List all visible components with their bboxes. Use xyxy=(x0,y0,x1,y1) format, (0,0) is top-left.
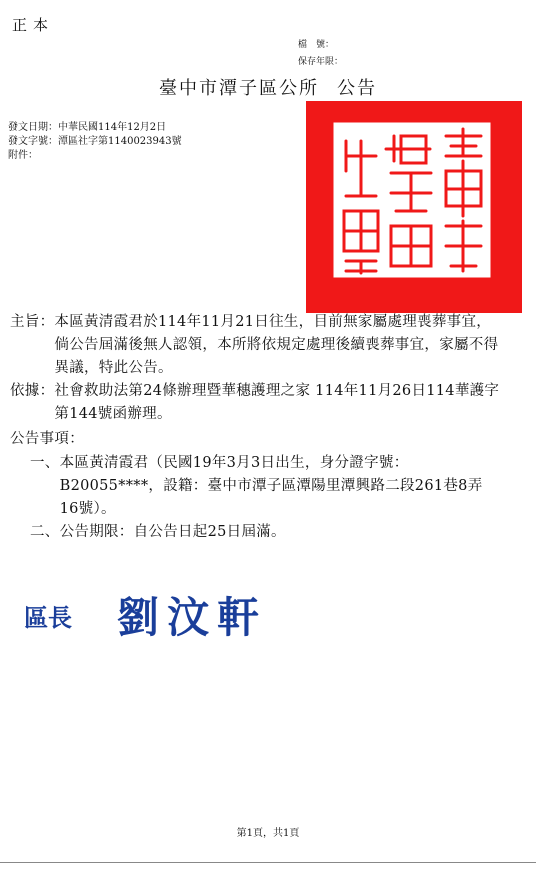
bottom-divider xyxy=(0,862,536,863)
basis-text: 社會救助法第24條辦理暨華穗護理之家 114年11月26日114華護字第144號函辦理。 xyxy=(54,383,500,422)
announcement-item xyxy=(30,521,286,544)
announcement-items-heading: 公告事項： xyxy=(10,431,84,447)
gist-label: 主旨： xyxy=(10,314,55,330)
signature-name: 劉汶軒 xyxy=(117,593,268,642)
gist-text: 本區黃清霞君於114年11月21日往生，目前無家屬處理喪葬事宜，倘公告屆滿後無人認領，本所將依規定處理後續喪葬事宜，家屬不得異議，特此公告。 xyxy=(54,314,499,376)
item-label: 二、 xyxy=(30,524,60,540)
retention-label: 保存年限： xyxy=(298,57,344,67)
document-meta xyxy=(8,121,182,163)
document-number: 發文字號：潭區社字第1140023943號 xyxy=(8,136,182,147)
issue-date: 發文日期：中華民國114年12月2日 xyxy=(8,122,167,133)
seal-graphic xyxy=(306,101,522,313)
gist-section xyxy=(10,311,500,380)
announcement-item xyxy=(30,452,500,521)
document-title xyxy=(0,74,536,100)
item-text: 公告期限：自公告日起25日屆滿。 xyxy=(59,524,286,540)
item-label: 一、 xyxy=(30,455,60,471)
basis-label: 依據： xyxy=(10,383,55,399)
signature-block xyxy=(22,586,322,650)
copy-label: 正本 xyxy=(12,16,55,34)
organization-name: 臺中市潭子區公所 xyxy=(159,78,319,99)
basis-section xyxy=(10,380,505,426)
archive-number-label: 檔 號： xyxy=(298,40,335,50)
archive-info xyxy=(298,35,343,69)
signature-graphic xyxy=(22,586,322,646)
document-type: 公告 xyxy=(337,78,377,99)
page-number: 第1頁，共1頁 xyxy=(236,828,300,839)
signature-title: 區長 xyxy=(24,604,72,632)
official-seal xyxy=(306,101,522,313)
item-text: 本區黃清霞君（民國19年3月3日出生，身分證字號：B20055****，設籍：臺中市潭子區潭陽里潭興路二段261巷8弄16號）。 xyxy=(59,455,483,517)
attachment-label: 附件： xyxy=(8,150,38,161)
